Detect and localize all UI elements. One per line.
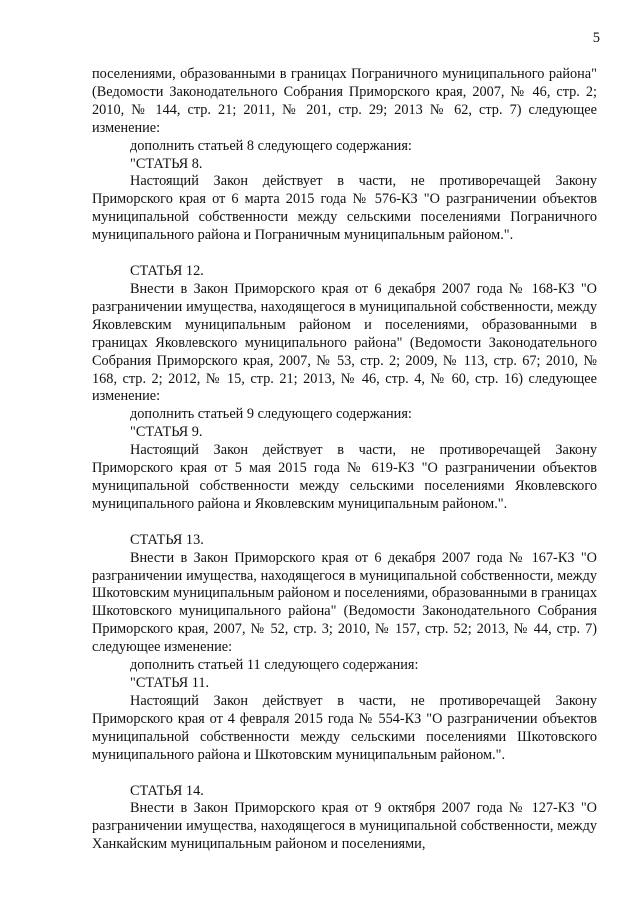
article-13-heading: СТАТЬЯ 13. (130, 531, 204, 548)
article-14-text: Внести в Закон Приморского края от 9 октября 2007 года № 127-КЗ "О разграничении имущества, находящегося в муниципальной собственности, между Ханкайским муниципальным районом и поселениями, (92, 800, 597, 853)
paragraph-continuation: поселениями, образованными в границах Пограничного муниципального района" (Ведомости Законодательного Собрания Приморского края, 2007, № 46, стр. 2; 2010, № 144, стр. 21; 2011, № 201, стр. 29; 2013 № 62, стр. 7) следующее изменение: (92, 66, 597, 136)
paragraph-article-8-text: Настоящий Закон действует в части, не противоречащей Закону Приморского края от 6 марта 2015 года № 576-КЗ "О разграничении объектов муниципальной собственности между сельскими поселениями Пограничного муниципального района и Пограничным муниципальным районом.". (92, 173, 597, 244)
paragraph-article-11-heading: "СТАТЬЯ 11. (130, 675, 210, 691)
article-12-heading: СТАТЬЯ 12. (130, 263, 204, 280)
paragraph-article-9-text: Настоящий Закон действует в части, не противоречащей Закону Приморского края от 5 мая 2015 года № 619-КЗ "О разграничении объектов муниципальной собственности между сельскими поселениями Яковлевского муниципального района и Яковлевским муниципальным районом.". (92, 442, 597, 512)
article-13-text: Внести в Закон Приморского края от 6 декабря 2007 года № 167-КЗ "О разграничении имущества, находящегося в муниципальной собственности, между Шкотовским муниципальным районом и поселениями, образованными в границах Шкотовского муниципального района" (Ведомости Законодательного Собрания Приморского края, 2007, № 52, стр. 3; 2010, № 157, стр. 52; 2013, № 44, стр. 7) следующее изменение: (92, 549, 597, 656)
document-body (92, 66, 597, 854)
paragraph-amendment-instruction: дополнить статьей 9 следующего содержания: (130, 406, 412, 423)
article-14-heading: СТАТЬЯ 14. (130, 782, 204, 799)
paragraph-article-9-heading: "СТАТЬЯ 9. (130, 424, 203, 441)
paragraph-article-11-text: Настоящий Закон действует в части, не противоречащей Закону Приморского края от 4 февраля 2015 года № 554-КЗ "О разграничении объектов муниципальной собственности между сельскими поселениями Шкотовского муниципального района и Шкотовским муниципальным районом.". (92, 692, 597, 763)
article-12-text: Внести в Закон Приморского края от 6 декабря 2007 года № 168-КЗ "О разграничении имущества, находящегося в муниципальной собственности, между Яковлевским муниципальным районом и поселениями, образованными в границах Яковлевского муниципального района" (Ведомости Законодательного Собрания Приморского края, 2007, № 53, стр. 2; 2009, № 113, стр. 67; 2010, № 168, стр. 2; 2012, № 15, стр. 21; 2013, № 46, стр. 4, № 60, стр. 16) следующее изменение: (92, 280, 597, 405)
page-number: 5 (592, 30, 600, 46)
paragraph-amendment-instruction: дополнить статьей 11 следующего содержания: (130, 657, 419, 674)
paragraph-article-8-heading: "СТАТЬЯ 8. (130, 155, 203, 172)
paragraph-amendment-instruction: дополнить статьей 8 следующего содержания: (130, 137, 412, 154)
